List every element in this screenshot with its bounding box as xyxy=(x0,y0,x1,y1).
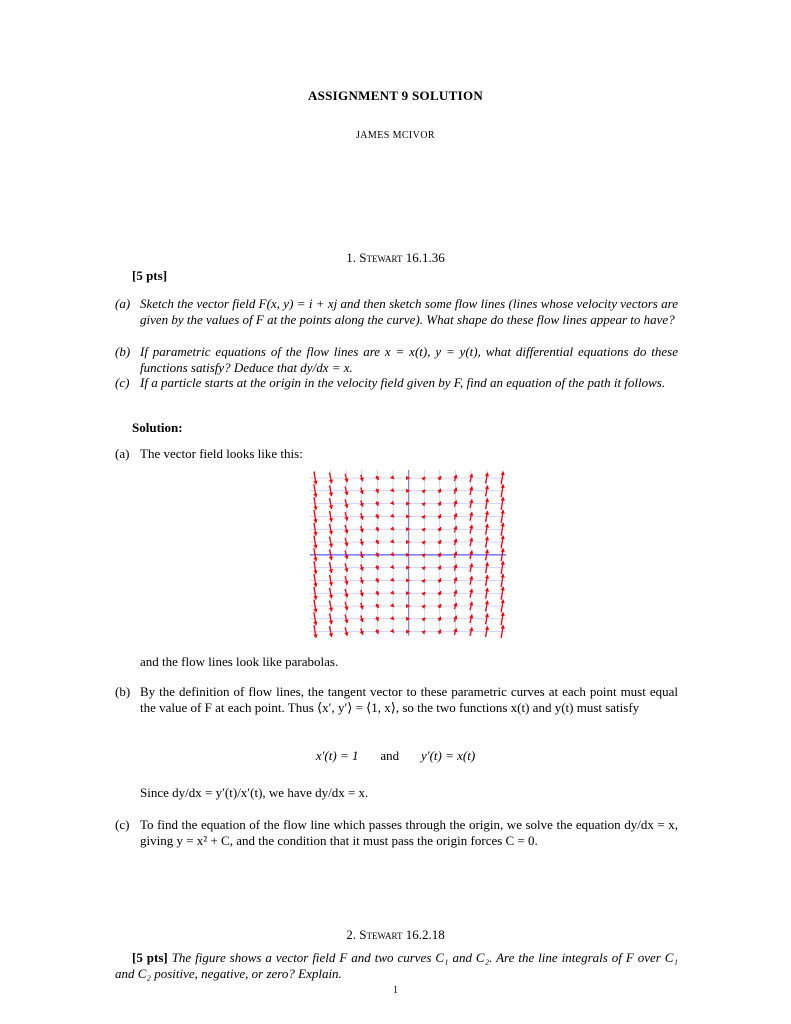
field-arrow xyxy=(421,528,425,532)
field-arrow xyxy=(375,604,379,608)
field-arrow xyxy=(437,629,441,633)
solution-label: Solution: xyxy=(132,420,183,435)
field-arrow xyxy=(437,565,441,569)
arrow-head xyxy=(421,490,425,494)
problem2-points: [5 pts] xyxy=(132,950,168,965)
field-arrow xyxy=(421,541,425,545)
solution-a-label: (a) xyxy=(115,446,130,461)
problem2-heading xyxy=(0,927,791,943)
field-arrow xyxy=(375,553,379,557)
field-arrow xyxy=(421,490,425,494)
field-arrow xyxy=(437,540,441,544)
field-arrow xyxy=(390,526,394,530)
field-arrow xyxy=(375,527,379,531)
field-arrow xyxy=(375,489,379,493)
equation-right: y′(t) = x(t) xyxy=(420,748,476,763)
solution-b-after: Since dy/dx = y′(t)/x′(t), we have dy/dx = x. xyxy=(140,785,369,800)
part-b xyxy=(115,344,678,376)
field-arrow xyxy=(375,501,379,505)
problem2-source: Stewart 16.2.18 xyxy=(359,927,445,942)
field-arrow xyxy=(375,565,379,569)
part-c xyxy=(115,375,678,391)
field-arrow xyxy=(390,616,394,620)
field-arrow xyxy=(390,577,394,581)
field-arrow xyxy=(390,565,394,569)
equation-left: x′(t) = 1 xyxy=(315,748,359,763)
arrow-head xyxy=(421,631,425,635)
field-arrow xyxy=(421,579,425,583)
field-arrow xyxy=(390,501,394,505)
solution-c-label: (c) xyxy=(115,817,130,832)
solution-b-text: By the definition of flow lines, the tangent vector to these parametric curves at each point must equal the value of F at each point. Thus ⟨x′, y′⟩ = ⟨1, x⟩, so the two functions x(t) and y(t) must satisfy xyxy=(140,684,678,715)
part-a xyxy=(115,296,678,328)
field-arrow xyxy=(390,513,394,517)
field-arrow xyxy=(437,578,441,582)
vector-field-grid xyxy=(310,470,506,636)
part-b-text: If parametric equations of the flow lines are x = x(t), y = y(t), what differential equations do these functions satisfy? Deduce that dy/dx = x. xyxy=(140,344,678,375)
solution-c xyxy=(115,817,678,849)
solution-b-equation xyxy=(0,748,791,764)
field-arrow xyxy=(375,629,379,633)
arrow-head xyxy=(421,503,425,507)
vector-field-plot xyxy=(310,470,510,640)
arrow-head xyxy=(421,592,425,596)
field-arrow xyxy=(421,631,425,635)
field-arrow xyxy=(421,477,425,481)
arrow-head xyxy=(421,515,425,519)
arrow-head xyxy=(390,603,394,607)
problem1-points: [5 pts] xyxy=(132,268,168,283)
problem2-number: 2. xyxy=(346,927,357,942)
field-arrow xyxy=(421,515,425,519)
field-arrow xyxy=(390,603,394,607)
arrow-head xyxy=(390,539,394,543)
solution-b xyxy=(115,684,678,716)
part-a-text: Sketch the vector field F(x, y) = i + xj and then sketch some flow lines (lines whose velocity vectors are given by the values of F at the points along the curve). What shape do these flow lines appear to have? xyxy=(140,296,678,327)
part-b-label: (b) xyxy=(115,344,131,359)
part-c-text: If a particle starts at the origin in the velocity field given by F, find an equation of the path it follows. xyxy=(140,375,666,390)
arrow-head xyxy=(390,616,394,620)
field-arrow xyxy=(421,605,425,609)
solution-a-text: The vector field looks like this: xyxy=(140,446,303,461)
problem1-number: 1. xyxy=(346,250,357,265)
field-arrow xyxy=(390,590,394,594)
field-arrow xyxy=(390,488,394,492)
arrow-head xyxy=(421,567,425,571)
document-title: ASSIGNMENT 9 SOLUTION xyxy=(307,88,484,103)
field-arrow xyxy=(375,540,379,544)
equation-and: and xyxy=(380,748,400,763)
author-name: JAMES MCIVOR xyxy=(356,130,435,141)
arrow-head xyxy=(390,526,394,530)
field-arrow xyxy=(390,629,394,633)
solution-c-text: To find the equation of the flow line which passes through the origin, we solve the equation dy/dx = x, giving y = x² + C, and the condition that it must pass the origin forces C = 0. xyxy=(140,817,678,848)
page-number: 1 xyxy=(393,985,398,996)
arrow-head xyxy=(390,475,394,479)
field-arrow xyxy=(437,553,441,557)
problem2-text: The figure shows a vector field F and two curves C₁ and C₂. Are the line integrals of F over C₁ and C₂ positive, negative, or zero? Explain. xyxy=(115,950,679,981)
part-c-label: (c) xyxy=(115,375,130,390)
field-arrow xyxy=(390,539,394,543)
part-a-label: (a) xyxy=(115,296,131,311)
arrow-head xyxy=(390,590,394,594)
arrow-head xyxy=(421,477,425,481)
problem2-statement xyxy=(115,950,678,982)
solution-b-label: (b) xyxy=(115,684,131,699)
field-arrow xyxy=(421,618,425,622)
arrow-head xyxy=(390,629,394,633)
field-arrow xyxy=(421,567,425,571)
arrow-head xyxy=(390,488,394,492)
field-arrow xyxy=(390,475,394,479)
field-arrow xyxy=(375,591,379,595)
field-arrow xyxy=(421,592,425,596)
arrow-head xyxy=(421,541,425,545)
field-arrow xyxy=(375,578,379,582)
solution-a xyxy=(115,446,678,462)
arrow-head xyxy=(390,577,394,581)
field-arrow xyxy=(437,527,441,531)
field-arrow xyxy=(437,514,441,518)
arrow-head xyxy=(390,513,394,517)
field-arrow xyxy=(437,501,441,505)
field-arrow xyxy=(375,476,379,480)
arrow-head xyxy=(421,618,425,622)
field-arrow xyxy=(437,591,441,595)
solution-a-after: and the flow lines look like parabolas. xyxy=(140,654,339,669)
problem1-source: Stewart 16.1.36 xyxy=(359,250,445,265)
field-arrow xyxy=(375,514,379,518)
field-arrow xyxy=(437,489,441,493)
field-arrow xyxy=(437,617,441,621)
arrow-head xyxy=(421,605,425,609)
field-arrow xyxy=(421,503,425,507)
field-arrow xyxy=(437,476,441,480)
field-arrow xyxy=(375,617,379,621)
field-arrow xyxy=(437,604,441,608)
arrow-head xyxy=(390,565,394,569)
arrow-head xyxy=(390,501,394,505)
arrow-head xyxy=(421,579,425,583)
arrow-head xyxy=(421,528,425,532)
problem1-heading xyxy=(0,250,791,266)
